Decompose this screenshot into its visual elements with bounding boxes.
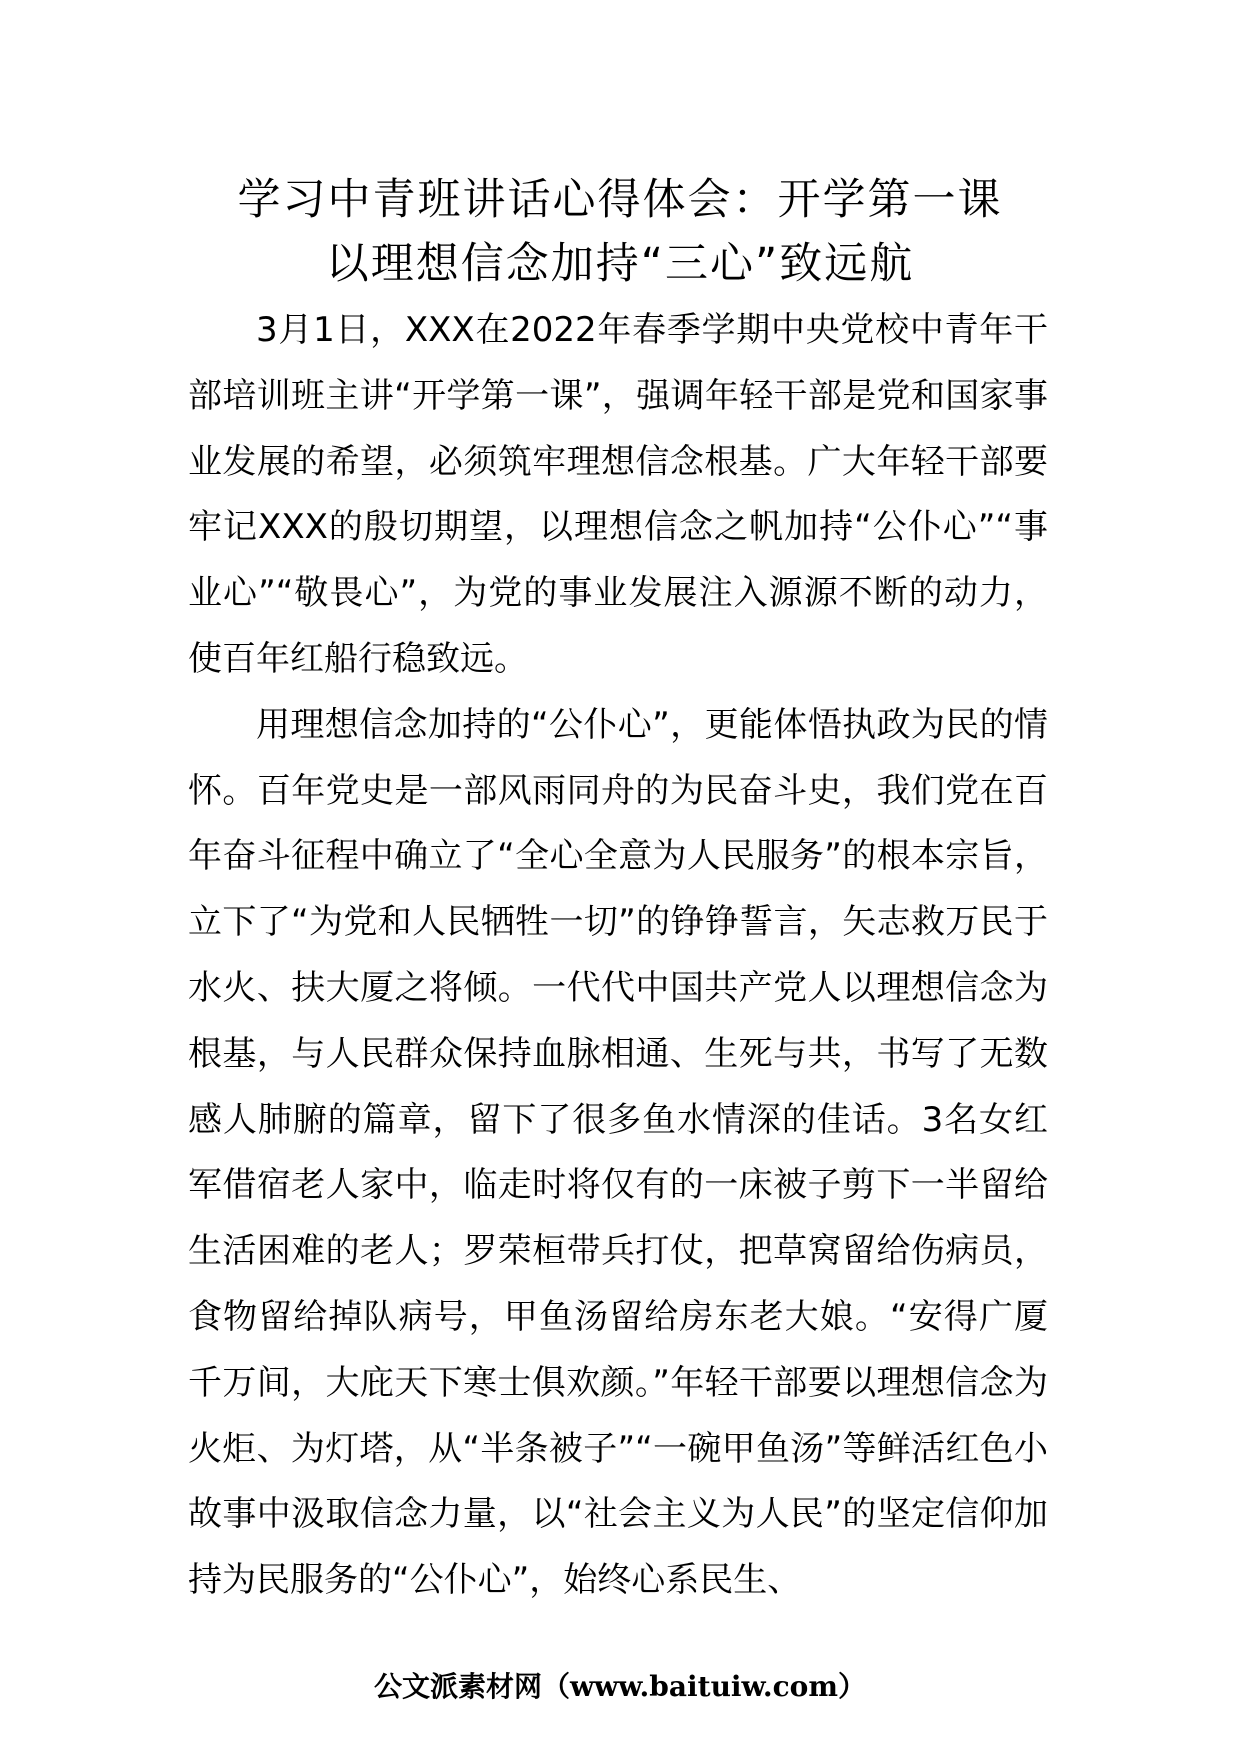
paragraph-public-servant-heart: 用理想信念加持的“公仆心”，更能体悟执政为民的情怀。百年党史是一部风雨同舟的为民奋斗史，我们党在百年奋斗征程中确立了“全心全意为人民服务”的根本宗旨，立下了“为党和人民牺牲一切”的铮铮誓言，矢志救万民于水火、扶大厦之将倾。一代代中国共产党人以理想信念为根基，与人民群众保持血脉相通、生死与共，书写了无数感人肺腑的篇章，留下了很多鱼水情深的佳话。3名女红军借宿老人家中，临走时将仅有的一床被子剪下一半留给生活困难的老人；罗荣桓带兵打仗，把草窝留给伤病员，食物留给掉队病号，甲鱼汤留给房东老大娘。“安得广厦千万间，大庇天下寒士俱欢颜。”年轻干部要以理想信念为火炬、为灯塔，从“半条被子”“一碗甲鱼汤”等鲜活红色小故事中汲取信念力量，以“社会主义为人民”的坚定信仰加持为民服务的“公仆心”，始终心系民生、 <box>188 704 1048 1601</box>
document-title <box>150 168 1090 296</box>
title-line-1: 学习中青班讲话心得体会：开学第一课 <box>237 175 1003 225</box>
title-line-2: 以理想信念加持“三心”致远航 <box>325 239 915 289</box>
footer-source: 公文派素材网（www.baituiw.com） <box>374 1670 866 1703</box>
paragraph-intro: 3月1日，XXX在2022年春季学期中央党校中青年干部培训班主讲“开学第一课”，强调年轻干部是党和国家事业发展的希望，必须筑牢理想信念根基。广大年轻干部要牢记XXX的殷切期望，以理想信念之帆加持“公仆心”“事业心”“敬畏心”，为党的事业发展注入源源不断的动力，使百年红船行稳致远。 <box>188 310 1048 679</box>
document-body <box>188 298 1048 1614</box>
